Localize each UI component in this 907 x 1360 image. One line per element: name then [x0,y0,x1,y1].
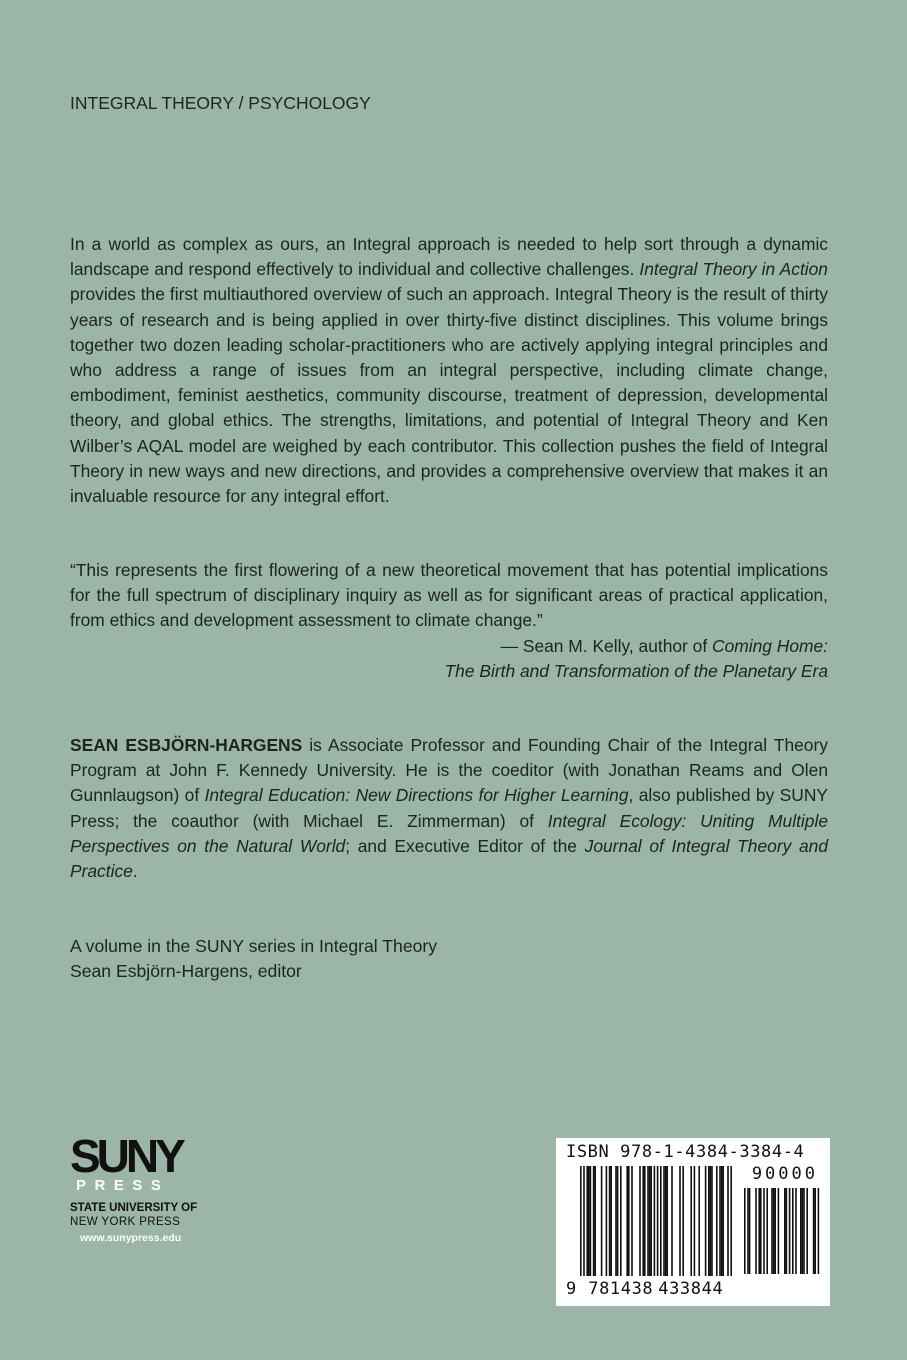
barcode-bar [615,1166,617,1276]
description-text-2: provides the first multiauthored overview of such an approach. Integral Theory is the result of thirty years of research and is being applied in over thirty-five distinct disciplines. This volume brings together two dozen leading scholar-practitioners who are actively applying integral principles and who address a range of issues from an integral perspective, including climate change, embodiment, feminist aesthetics, community discourse, treatment of depression, developmental theory, and global ethics. The strengths, limitations, and potential of Integral Theory and Ken Wilber’s AQAL model are weighed by each contributor. This collection pushes the field of Integral Theory in new ways and new directions, and provides a comprehensive overview that makes it an invaluable resource for any integral effort. [70,284,828,507]
barcode-bar [601,1166,603,1276]
barcode-bar [617,1166,619,1276]
barcode-bar [654,1166,656,1276]
barcode-addon-bar [771,1188,773,1274]
barcode-addon-bar [784,1188,786,1274]
barcode-bar [583,1166,585,1276]
suny-logo-text: SUNY [70,1130,182,1182]
bio-text-2: , also published by SUNY Press; the coauthor (with Michael E. Zimmerman) of [70,785,828,831]
barcode-bar [665,1166,667,1276]
description-paragraph [70,232,828,522]
attribution-work-1: Coming Home: [712,635,828,656]
barcode-addon-bar [774,1188,776,1274]
barcode-bar [590,1166,592,1276]
barcode-addon-bar [749,1188,751,1274]
isbn-barcode [556,1138,830,1306]
barcode-bar [708,1166,710,1276]
barcode-bar [711,1166,713,1276]
bio-text-1: is Associate Professor and Founding Chair of the Integral Theory Program at John F. Kennedy University. He is the coeditor (with Jonathan Reams and Olen Gunnlaugson) of [70,735,828,806]
barcode-bar [722,1166,724,1276]
ean-digits [566,1278,723,1300]
barcode-bar [649,1166,651,1276]
barcode-addon-bar [760,1188,762,1274]
attribution-work-2: The Birth and Transformation of the Planetary Era [444,660,828,681]
barcode-bar [730,1166,732,1276]
barcode-bar [682,1166,684,1276]
endorsement-attribution [70,634,828,659]
bio-text-3: ; and Executive Editor of the [345,835,577,856]
series-note [70,934,670,984]
barcode-bar [644,1166,646,1276]
barcode-addon-bar [802,1188,804,1274]
barcode-addon-bar [803,1188,805,1274]
barcode-bar [679,1166,681,1276]
barcode-addon-bar [778,1188,780,1274]
barcode-addon-bar [755,1188,757,1274]
barcode-bar [690,1166,692,1276]
publisher-line-1: STATE UNIVERSITY OF [70,1202,198,1214]
barcode-addon-bar [766,1188,768,1274]
ean-first-digit: 9 [566,1279,577,1299]
barcode-addon-bar [786,1188,788,1274]
press-logo-text: PRESS [76,1177,170,1194]
barcode-addon-bar [792,1188,794,1274]
barcode-bar [716,1166,718,1276]
endorsement [70,558,828,688]
barcode-addon-bar [773,1188,775,1274]
author-name: SEAN ESBJÖRN-HARGENS [70,735,303,755]
barcode-addon-bar [800,1188,802,1274]
barcode-bar [650,1166,652,1276]
barcode-bar [698,1166,700,1276]
barcode-bar [594,1166,596,1276]
publisher-line-2: NEW YORK PRESS [70,1216,181,1228]
barcode-addon-bar [814,1188,816,1274]
barcode-addon-bar [789,1188,791,1274]
barcode-bar [694,1166,696,1276]
ean-right-digits: 433844 [658,1279,724,1299]
endorsement-quote: “This represents the first flowering of a new theoretical movement that has potential implications for the full spectrum of disciplinary inquiry as well as for significant areas of practical application, from ethics and development assessment to climate change.” [70,560,828,631]
barcode-bar [586,1166,588,1276]
barcode-bar [626,1166,628,1276]
barcode-bar [620,1166,622,1276]
barcode-bar [727,1166,729,1276]
barcode-bar [719,1166,721,1276]
barcode-bar [631,1166,633,1276]
barcode-addon-bar [758,1188,760,1274]
barcode-addon-bar [744,1188,746,1274]
barcode-addon-bar [818,1188,820,1274]
barcode-bar [647,1166,649,1276]
barcode-bar [639,1166,641,1276]
author-bio [70,733,828,893]
barcode-bar [666,1166,668,1276]
barcode-bar [710,1166,712,1276]
barcode-bar [609,1166,611,1276]
series-line-2: Sean Esbjörn-Hargens, editor [70,961,302,981]
barcode-bar [660,1166,662,1276]
barcode-addon-bar [763,1188,765,1274]
barcode-bar [671,1166,673,1276]
barcode-bar [606,1166,608,1276]
barcode-addon-bar [813,1188,815,1274]
barcode-bar [705,1166,707,1276]
description-text-1: In a world as complex as ours, an Integral approach is needed to help sort through a dynamic landscape and respond effectively to individual and collective challenges. [70,234,828,280]
series-line-1: A volume in the SUNY series in Integral Theory [70,936,438,956]
bio-work-2: Integral Ecology: Uniting Multiple Perspectives on the Natural World [70,810,828,856]
barcode-bar [580,1166,582,1276]
category-label: INTEGRAL THEORY / PSYCHOLOGY [70,93,371,113]
isbn-label: ISBN 978-1-4384-3384-4 [566,1142,805,1162]
endorsement-attribution-line2 [70,659,828,684]
publisher-logo [70,1130,230,1245]
barcode-addon-digits: 90000 [751,1164,818,1184]
barcode-bar [628,1166,630,1276]
book-title: Integral Theory in Action [639,259,828,280]
barcode-bar [610,1166,612,1276]
barcode-bar [588,1166,590,1276]
bio-text-4: . [132,861,138,882]
barcode-addon-bar [795,1188,797,1274]
attribution-text: — Sean M. Kelly, author of [500,635,708,656]
barcode-bar [657,1166,659,1276]
ean-left-digits: 781438 [588,1279,654,1299]
barcode-bar [721,1166,723,1276]
publisher-website: www.sunypress.edu [80,1232,182,1244]
barcode-bar [663,1166,665,1276]
barcode-bar [593,1166,595,1276]
barcode-addon-bar [747,1188,749,1274]
bio-work-3: Journal of Integral Theory and Practice [70,835,828,882]
bio-work-1: Integral Education: New Directions for Higher Learning [204,785,629,806]
barcode-addon-bar [806,1188,808,1274]
barcode-bar [642,1166,644,1276]
